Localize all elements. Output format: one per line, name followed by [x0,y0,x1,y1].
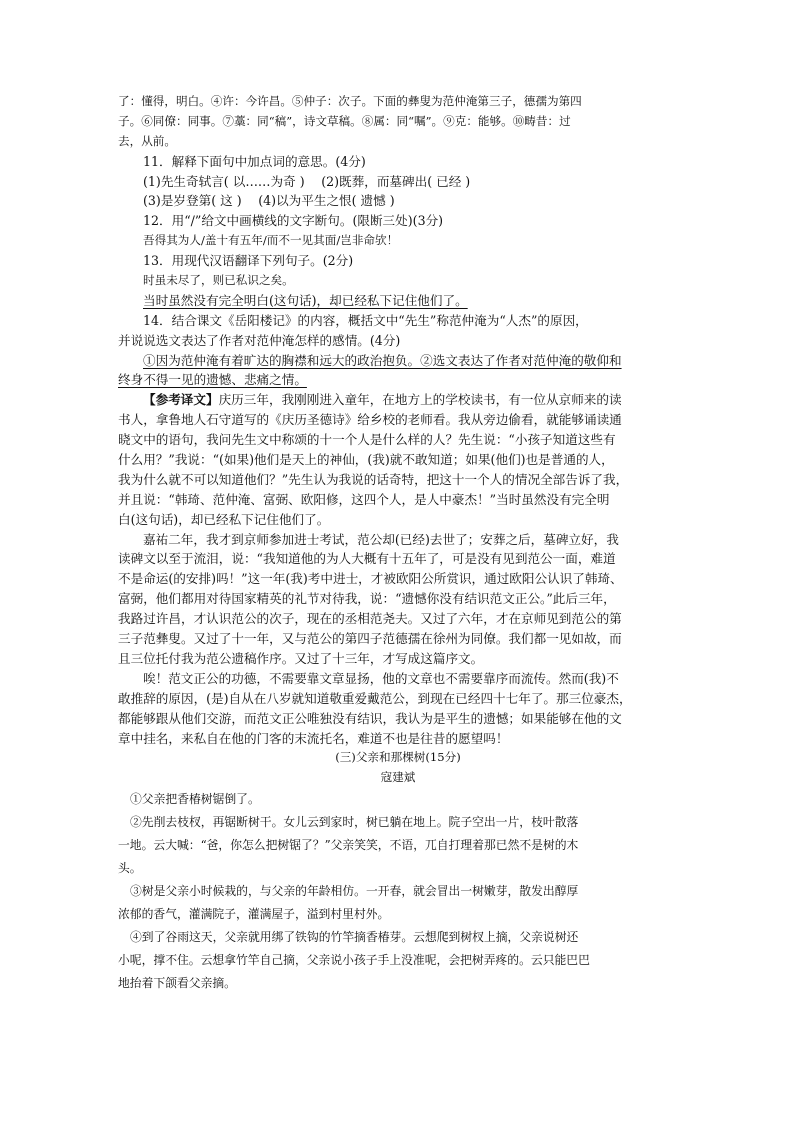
question-14-line-2: 并说说选文表达了作者对范仲淹怎样的感情。(4分) [118,332,401,348]
question-13-source: 时虽未尽了，则已私识之矣。 [143,273,294,288]
translation-line: 不是命运(的安排)吗！”这一年(我)考中进士，才被欧阳公所赏识，通过欧阳公认识了韩琦、 [118,571,623,587]
section-heading: (三)父亲和那棵树(15分) [335,750,461,765]
question-13-answer: 当时虽然没有完全明白(这句话)，却已经私下记住他们了。 [143,292,468,308]
translation-line: 且三位托付我为范公遗稿作序。又过了十三年，才写成这篇序文。 [118,650,484,666]
translation-para-1-line-1: 【参考译文】庆历三年，我刚刚进入童年，在地方上的学校读书，有一位从京师来的读 [143,392,622,408]
translation-line: 都能够跟从他们交游，而范文正公唯独没有结识，我认为是平生的遗憾；如果能够在他的文 [118,710,622,726]
question-12-answer: 吾得其为人/盖十有五年/而不一见其面/岂非命欤！ [143,233,399,248]
question-14-answer-line-1: ①因为范仲淹有着旷达的胸襟和远大的政治抱负。②选文表达了作者对范仲淹的敬仰和 [143,352,622,368]
question-14-line-1: 14．结合课文《岳阳楼记》的内容，概括文中“先生”称范仲淹为“人杰”的原因， [143,312,588,328]
annotation-line: 子。⑥同僚：同事。⑦藁：同“稿”，诗文草稿。⑧属：同“嘱”。⑨克：能够。⑩畴昔：过 [118,113,571,128]
translation-line: 晓文中的语句，我问先生文中称颂的十一个人是什么样的人？先生说：“小孩子知道这些有 [118,432,616,448]
translation-line: 章中挂名，来私自在他的门客的末流托名，难道不也是往昔的愿望吗！ [118,730,509,746]
translation-para-3-line-1: 唉！范文正公的功德，不需要靠文章显扬，他的文章也不需要靠序而流传。然而(我)不 [143,670,619,686]
question-11-answer-a: (1)先生奇轼言( 以……为奇 ) (2)既葬，而墓碑出( 已经 ) [143,173,471,189]
question-14-answer-line-2: 终身不得一见的遗憾、悲痛之情。 [118,372,307,388]
document-page [118,92,678,995]
translation-line: 敢推辞的原因，(是)自从在八岁就知道敬重爱戴范公，到现在已经四十七年了。那三位豪杰， [118,690,632,706]
translation-para-2-line-1: 嘉祐二年，我才到京师参加进士考试，范公却(已经)去世了；安葬之后，墓碑立好，我 [143,531,619,547]
annotation-line: 去，从前。 [118,133,176,148]
annotation-line: 了：懂得，明白。④许：今许昌。⑤仲子：次子。下面的彝叟为范仲淹第三子，德孺为第四 [118,94,582,108]
translation-line: 读碑文以至于流泪，说：“我知道他的为人大概有十五年了，可是没有见到范公一面，难道 [118,551,616,567]
story-line: 头。 [118,861,142,876]
translation-line: 我为什么就不可以知道他们？”先生认为我说的话奇特，把这十一个人的情况全部告诉了我， [118,471,629,487]
question-11: 11．解释下面句中加点词的意思。(4分) [143,153,366,169]
question-12: 12．用“/”给文中画横线的文字断句。(限断三处)(3分) [143,213,444,229]
translation-line: 我路过许昌，才认识范公的次子，现在的丞相范尧夫。又过了六年，才在京师见到范公的第 [118,611,622,627]
translation-label: 【参考译文】 [143,392,219,408]
story-line: 小呢，撑不住。云想拿竹竿自己摘，父亲说小孩子手上没准呢，会把树弄疼的。云只能巴巴 [118,953,590,968]
story-para-3-line-1: ③树是父亲小时候栽的，与父亲的年龄相仿。一开春，就会冒出一树嫩芽，散发出醇厚 [130,884,579,899]
story-para-2-line-1: ②先削去枝杈，再锯断树干。女儿云到家时，树已躺在地上。院子空出一片，枝叶散落 [130,815,579,830]
translation-line: 三子范彝叟。又过了十一年，又与范公的第四子范德孺在徐州为同僚。我们都一见如故，而 [118,631,622,647]
translation-line: 白(这句话)，却已经私下记住他们了。 [118,511,330,527]
translation-line: 并且说：“韩琦、范仲淹、富弼、欧阳修，这四个人，是人中豪杰！”当时虽然没有完全明 [118,491,610,507]
story-line: 浓郁的香气，灌满院子，灌满屋子，溢到村里村外。 [118,907,390,922]
translation-line: 书人，拿鲁地人石守道写的《庆历圣德诗》给乡校的老师看。我从旁边偷看，就能够诵读通 [118,412,622,428]
question-11-answer-b: (3)是岁登第( 这 ) (4)以为平生之恨( 遗憾 ) [143,193,395,209]
story-para-4-line-1: ④到了谷雨这天，父亲就用绑了铁钩的竹竿摘香椿芽。云想爬到树杈上摘，父亲说树还 [130,930,579,945]
question-13: 13．用现代汉语翻译下列句子。(2分) [143,253,354,269]
author-name: 寇建斌 [380,770,416,785]
story-line: 地抬着下颌看父亲摘。 [118,976,236,991]
translation-line: 什么用？”我说：“(如果)他们是天上的神仙，(我)就不敢知道；如果(他们)也是普通的人， [118,452,614,468]
translation-line: 富弼，他们都用对待国家精英的礼节对待我，说：“遗憾你没有结识范文正公。”此后三年， [118,591,616,607]
story-line: 一地。云大喊：“爸，你怎么把树锯了？”父亲笑笑，不语，兀自打理着那已然不是树的木 [118,838,579,853]
story-para-1: ①父亲把香椿树锯倒了。 [130,792,260,807]
